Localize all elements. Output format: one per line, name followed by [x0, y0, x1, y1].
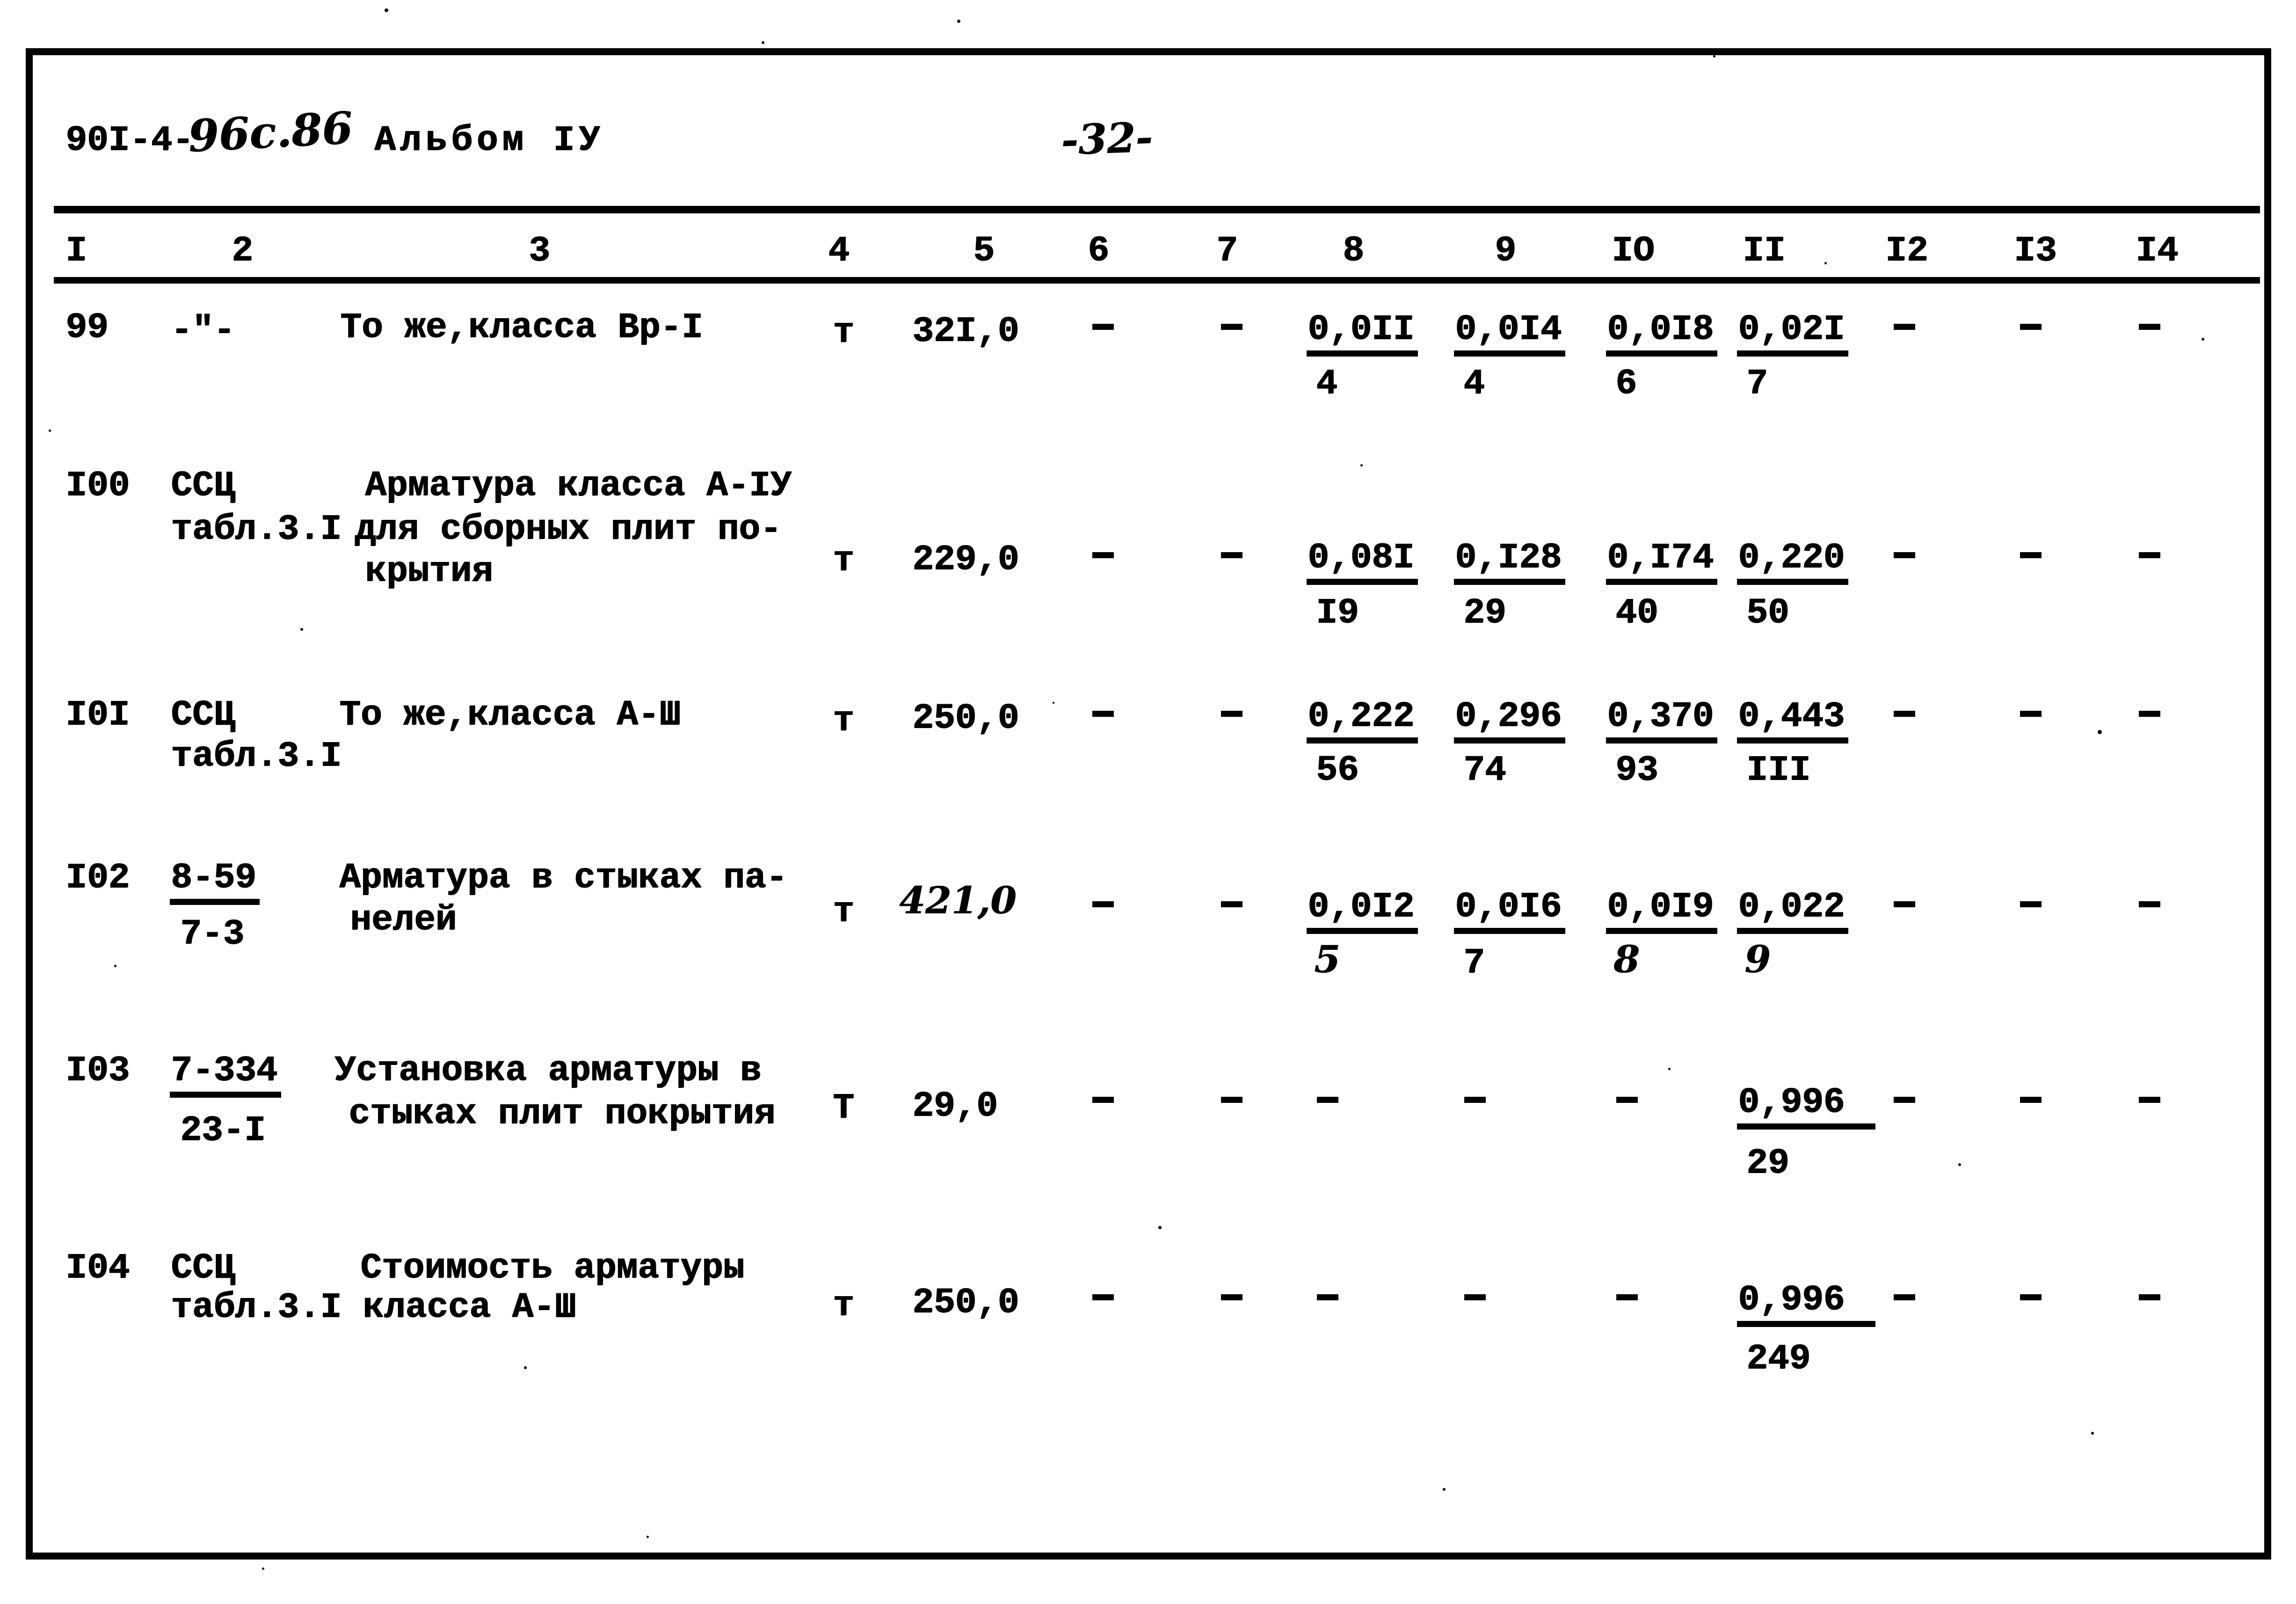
value-numerator: 0,0I6 [1454, 889, 1565, 934]
empty-cell-dash [1894, 711, 1915, 717]
empty-cell-dash [2139, 324, 2160, 330]
column-header: 6 [1088, 231, 1109, 271]
empty-cell-dash [1616, 1097, 1638, 1103]
empty-cell-dash [1221, 901, 1242, 907]
column-header: I3 [2014, 231, 2057, 271]
row-number: I04 [65, 1248, 130, 1288]
empty-cell-dash [2020, 552, 2042, 558]
album-label: Альбом IУ [374, 120, 604, 160]
table-header-rule-bottom [54, 277, 2260, 284]
row-description-line: класса А-Ш [363, 1287, 576, 1327]
row-code-numerator: 7-334 [170, 1053, 281, 1098]
value-denominator: 29 [1463, 593, 1506, 633]
scan-speck [762, 41, 764, 44]
value-numerator: 0,0I2 [1307, 889, 1418, 934]
row-code-denominator: 23-I [180, 1110, 266, 1151]
row-description-line: То же,класса А-Ш [339, 695, 681, 735]
row-description-line: для сборных плит по- [355, 509, 782, 549]
quantity-cell: 250,0 [912, 1283, 1019, 1323]
quantity-cell: 32I,0 [912, 311, 1019, 351]
value-denominator: 93 [1615, 750, 1658, 790]
scan-speck [1824, 262, 1827, 264]
value-numerator: 0,296 [1454, 699, 1565, 744]
document-code-typed: 90I-4- [65, 120, 194, 160]
empty-cell-dash [2020, 324, 2042, 330]
value-denominator: 7 [1746, 364, 1768, 404]
unit-cell: т [833, 312, 854, 352]
row-code: ССЦ [171, 1248, 235, 1288]
empty-cell-dash [1092, 1097, 1114, 1103]
empty-cell-dash [1616, 1294, 1638, 1300]
quantity-cell: 29,0 [912, 1086, 998, 1126]
value-numerator: 0,I28 [1454, 540, 1565, 585]
value-denominator: 6 [1615, 364, 1637, 404]
scan-speck [114, 965, 116, 967]
scan-speck [524, 1366, 527, 1369]
row-code: -"- [171, 310, 235, 350]
unit-cell: т [833, 1285, 854, 1326]
column-header: I2 [1885, 231, 1928, 271]
value-numerator: 0,996 [1737, 1085, 1875, 1130]
row-code-numerator: 8-59 [170, 860, 260, 905]
column-header: 3 [529, 231, 550, 271]
empty-cell-dash [2020, 901, 2042, 907]
value-numerator: 0,08I [1307, 540, 1418, 585]
row-number: I02 [65, 858, 130, 898]
empty-cell-dash [1317, 1294, 1338, 1300]
row-code: табл.3.I [171, 1287, 341, 1327]
unit-cell: т [833, 700, 854, 741]
empty-cell-dash [2139, 1294, 2160, 1300]
value-numerator: 0,0I4 [1454, 312, 1565, 357]
empty-cell-dash [2139, 552, 2160, 558]
value-denominator: 5 [1314, 937, 1340, 981]
unit-cell: т [833, 891, 854, 932]
row-description-line: стыках плит покрытия [349, 1094, 776, 1134]
column-header: 9 [1495, 231, 1516, 271]
row-description-line: Стоимость арматуры [360, 1248, 744, 1288]
empty-cell-dash [1221, 711, 1242, 717]
empty-cell-dash [1894, 1097, 1915, 1103]
row-description-line: Арматура класса А-IУ [365, 466, 792, 506]
scan-speck [2202, 338, 2204, 341]
value-numerator: 0,370 [1606, 699, 1717, 744]
empty-cell-dash [2139, 901, 2160, 907]
value-numerator: 0,I74 [1606, 540, 1717, 585]
value-numerator: 0,0I8 [1606, 312, 1717, 357]
value-denominator: 7 [1463, 943, 1485, 983]
value-denominator: I9 [1316, 593, 1359, 633]
value-denominator: 56 [1316, 750, 1359, 790]
value-denominator: 4 [1463, 364, 1485, 404]
column-header: 2 [232, 231, 253, 271]
row-number: I03 [65, 1050, 130, 1091]
empty-cell-dash [1221, 1294, 1242, 1300]
row-description-line: нелей [350, 900, 457, 940]
empty-cell-dash [1894, 901, 1915, 907]
page-number: -32- [1060, 112, 1154, 165]
empty-cell-dash [1092, 324, 1114, 330]
row-description-line: крытия [365, 551, 493, 591]
empty-cell-dash [1317, 1097, 1338, 1103]
value-numerator: 0,220 [1737, 540, 1848, 585]
row-description-line: Установка арматуры в [334, 1050, 762, 1091]
row-code: табл.3.I [171, 509, 341, 549]
scan-speck [1713, 55, 1715, 58]
scan-speck [385, 8, 388, 12]
empty-cell-dash [1092, 901, 1114, 907]
empty-cell-dash [2020, 1097, 2042, 1103]
scan-speck [1053, 702, 1054, 704]
empty-cell-dash [2139, 711, 2160, 717]
row-number: I00 [65, 466, 130, 506]
row-code-denominator: 7-3 [180, 914, 244, 954]
empty-cell-dash [1894, 552, 1915, 558]
row-number: 99 [65, 307, 109, 348]
empty-cell-dash [1464, 1294, 1486, 1300]
value-numerator: 0,222 [1307, 699, 1418, 744]
page-frame [26, 48, 2271, 1560]
column-header: IO [1612, 231, 1655, 271]
value-denominator: 4 [1316, 364, 1337, 404]
empty-cell-dash [1092, 1294, 1114, 1300]
row-code: ССЦ [171, 466, 235, 506]
value-denominator: 249 [1746, 1339, 1810, 1379]
value-numerator: 0,443 [1737, 699, 1848, 744]
quantity-cell: 250,0 [912, 698, 1019, 738]
empty-cell-dash [1894, 1294, 1915, 1300]
empty-cell-dash [1894, 324, 1915, 330]
quantity-cell: 421,0 [899, 878, 1017, 922]
scan-speck [300, 628, 303, 631]
scan-speck [1158, 1226, 1162, 1229]
column-header: I4 [2136, 231, 2179, 271]
empty-cell-dash [2020, 711, 2042, 717]
scan-speck [647, 1536, 649, 1538]
empty-cell-dash [1464, 1097, 1486, 1103]
row-description-line: Арматура в стыках па- [339, 858, 787, 898]
scan-speck [1668, 1068, 1671, 1070]
row-code: табл.3.I [171, 736, 341, 776]
value-denominator: III [1746, 750, 1810, 790]
column-header: 4 [828, 231, 850, 271]
value-denominator: 74 [1463, 750, 1506, 790]
empty-cell-dash [1221, 324, 1242, 330]
table-header-rule-top [54, 206, 2260, 213]
scan-speck [49, 430, 51, 432]
value-denominator: 9 [1744, 937, 1771, 981]
row-number: I0I [65, 695, 130, 735]
value-numerator: 0,0I9 [1606, 889, 1717, 934]
row-description-line: То же,класса Вр-I [340, 307, 703, 348]
value-denominator: 29 [1746, 1143, 1789, 1183]
scan-speck [1443, 1488, 1446, 1491]
value-numerator: 0,02I [1737, 312, 1848, 357]
scan-speck [262, 1568, 264, 1570]
empty-cell-dash [2139, 1097, 2160, 1103]
column-header: 5 [973, 231, 995, 271]
row-code: ССЦ [171, 695, 235, 735]
scan-speck [1958, 1163, 1961, 1166]
empty-cell-dash [1221, 1097, 1242, 1103]
unit-cell: т [833, 540, 854, 581]
scan-speck [957, 20, 960, 23]
column-header: 7 [1216, 231, 1238, 271]
scan-speck [1360, 464, 1363, 467]
scan-speck [2091, 1432, 2094, 1435]
value-denominator: 8 [1613, 937, 1640, 981]
value-numerator: 0,022 [1737, 889, 1848, 934]
column-header: I [65, 231, 87, 271]
value-numerator: 0,0II [1307, 312, 1418, 357]
unit-cell: Т [833, 1088, 854, 1128]
empty-cell-dash [1092, 711, 1114, 717]
column-header: II [1743, 231, 1786, 271]
value-numerator: 0,996 [1737, 1282, 1875, 1327]
column-header: 8 [1343, 231, 1364, 271]
value-denominator: 50 [1746, 593, 1789, 633]
quantity-cell: 229,0 [912, 540, 1019, 580]
document-code-handwritten: 96с.86 [187, 102, 354, 163]
empty-cell-dash [1221, 552, 1242, 558]
empty-cell-dash [2020, 1294, 2042, 1300]
empty-cell-dash [1092, 552, 1114, 558]
scan-speck [2098, 730, 2102, 734]
value-denominator: 40 [1615, 593, 1658, 633]
